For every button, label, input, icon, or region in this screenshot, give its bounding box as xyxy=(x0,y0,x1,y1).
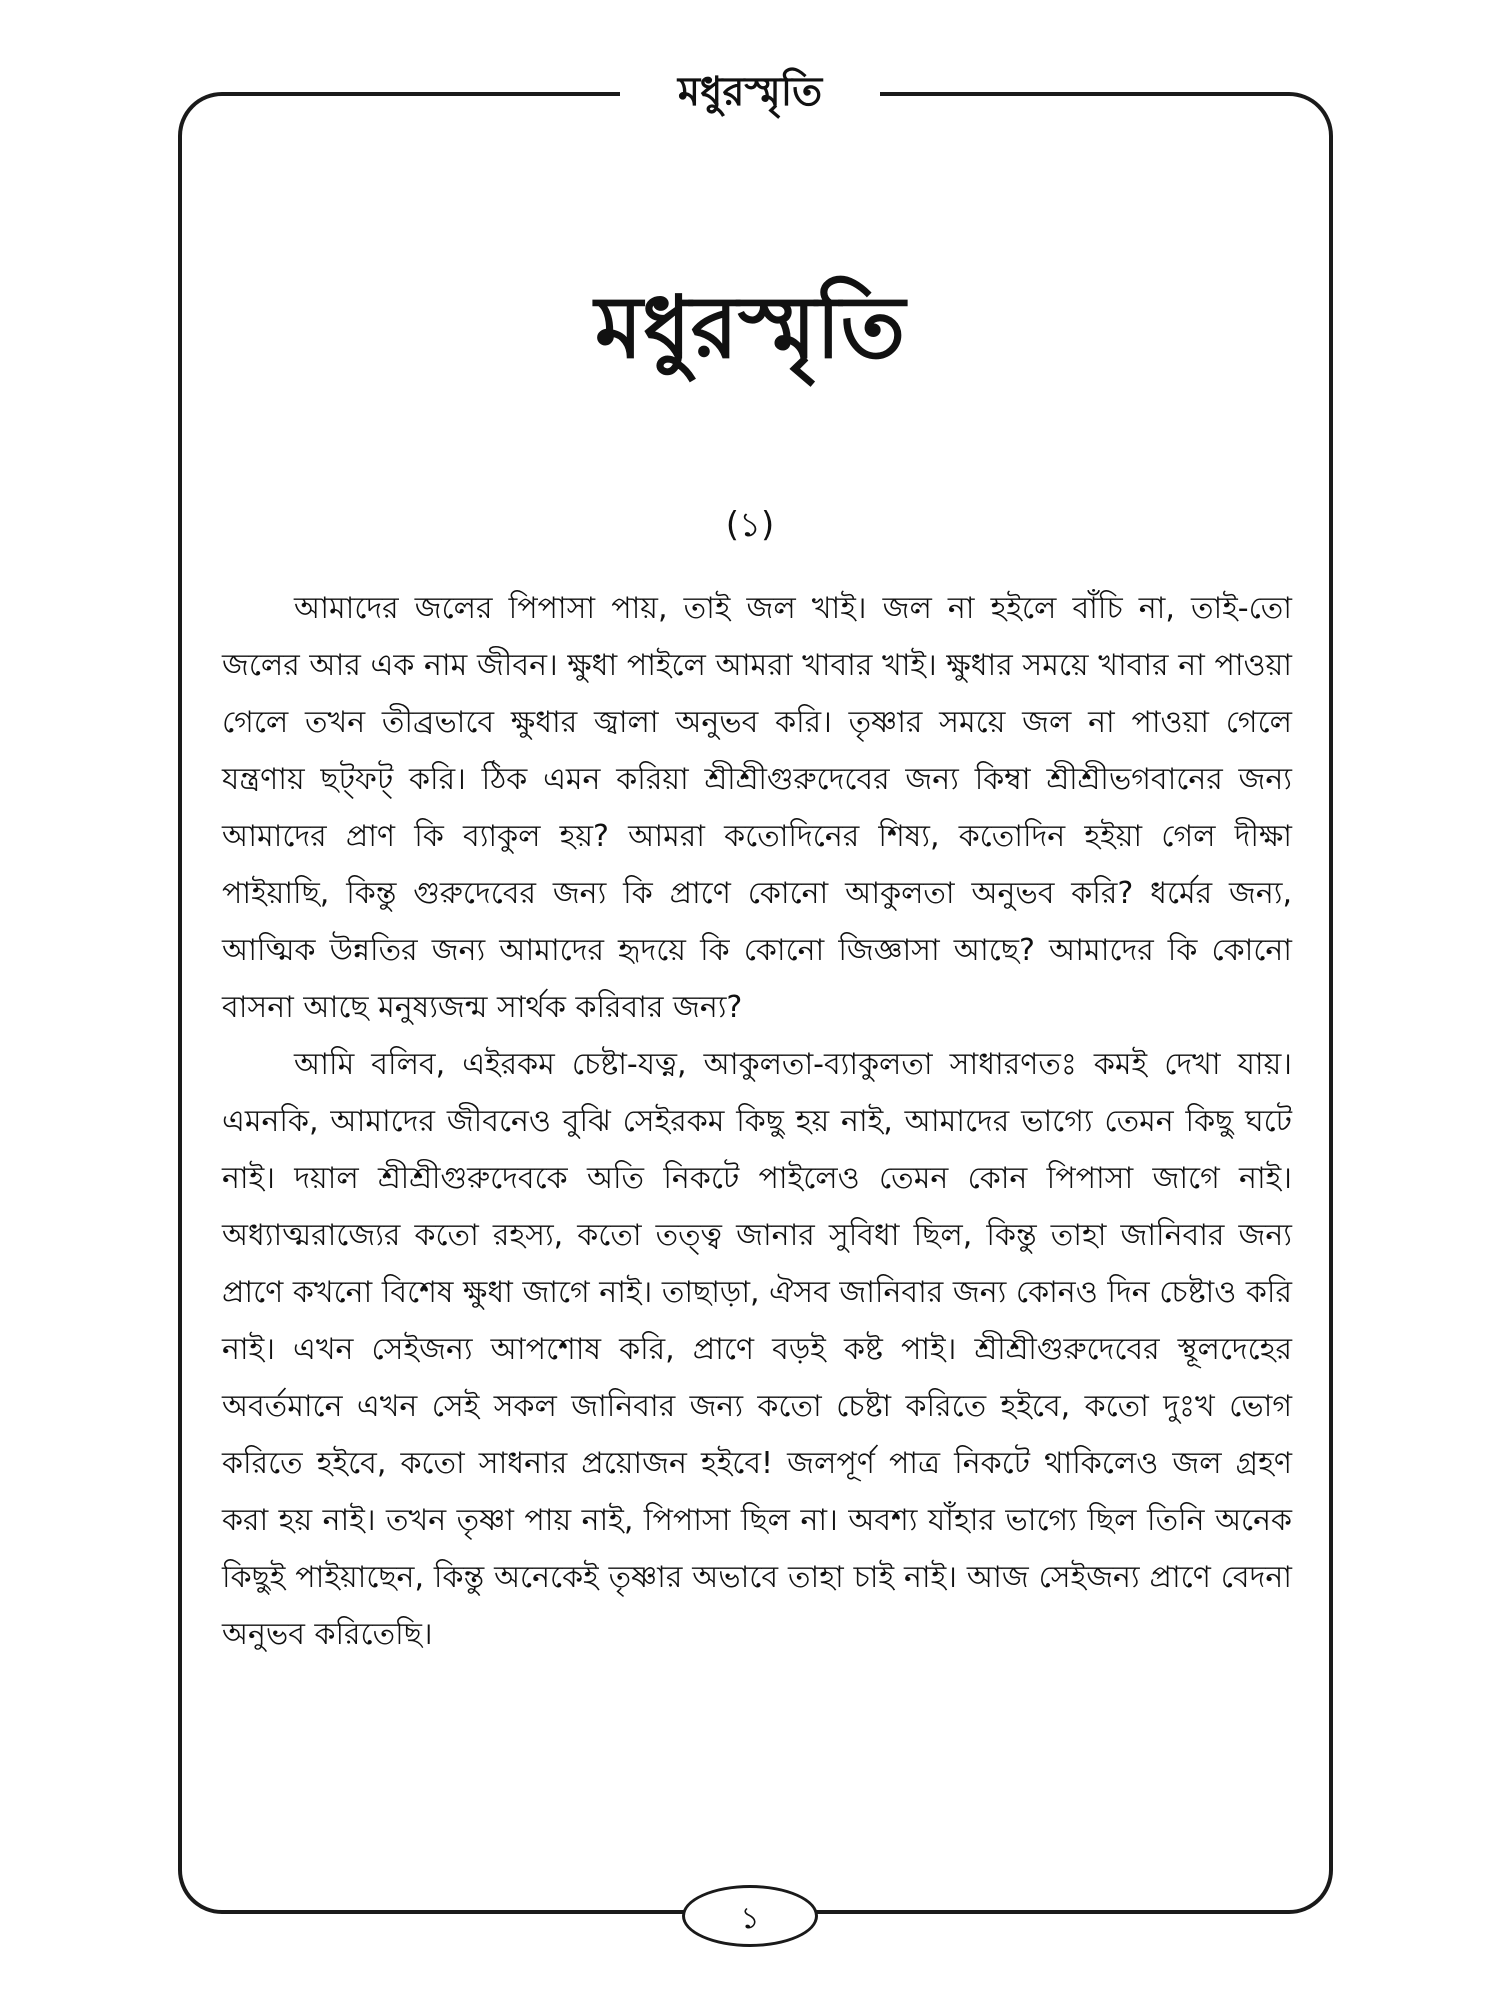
paragraph-2: আমি বলিব, এইরকম চেষ্টা-যত্ন, আকুলতা-ব্যাকুলতা সাধারণতঃ কমই দেখা যায়। এমনকি, আমাদের জীবনেও বুঝি সেইরকম কিছু হয় নাই, আমাদের ভাগ্যে তেমন কিছু ঘটে নাই। দয়াল শ্রীশ্রীগুরুদেবকে অতি নিকটে পাইলেও তেমন কোন পিপাসা জাগে নাই। অধ্যাত্মরাজ্যের কতো রহস্য, কতো তত্ত্ব জানার সুবিধা ছিল, কিন্তু তাহা জানিবার জন্য প্রাণে কখনো বিশেষ ক্ষুধা জাগে নাই। তাছাড়া, ঐসব জানিবার জন্য কোনও দিন চেষ্টাও করি নাই। এখন সেইজন্য আপশোষ করি, প্রাণে বড়ই কষ্ট পাই। শ্রীশ্রীগুরুদেবের স্থূলদেহের অবর্তমানে এখন সেই সকল জানিবার জন্য কতো চেষ্টা করিতে হইবে, কতো দুঃখ ভোগ করিতে হইবে, কতো সাধনার প্রয়োজন হইবে! জলপূর্ণ পাত্র নিকটে থাকিলেও জল গ্রহণ করা হয় নাই। তখন তৃষ্ণা পায় নাই, পিপাসা ছিল না। অবশ্য যাঁহার ভাগ্যে ছিল তিনি অনেক কিছুই পাইয়াছেন, কিন্তু অনেকেই তৃষ্ণার অভাবে তাহা চাই নাই। আজ সেইজন্য প্রাণে বেদনা অনুভব করিতেছি। xyxy=(222,1047,1292,1652)
page-number: ১ xyxy=(682,1885,818,1947)
running-header-title: মধুরস্মৃতি xyxy=(620,60,880,124)
section-number: (১) xyxy=(725,505,775,545)
body-text xyxy=(222,580,1292,1663)
chapter-title: মধুরস্মৃতি xyxy=(594,278,906,378)
paragraph-1: আমাদের জলের পিপাসা পায়, তাই জল খাই। জল না হইলে বাঁচি না, তাই-তো জলের আর এক নাম জীবন। ক্ষুধা পাইলে আমরা খাবার খাই। ক্ষুধার সময়ে খাবার না পাওয়া গেলে তখন তীব্রভাবে ক্ষুধার জ্বালা অনুভব করি। তৃষ্ণার সময়ে জল না পাওয়া গেলে যন্ত্রণায় ছট্‌ফট্‌ করি। ঠিক এমন করিয়া শ্রীশ্রীগুরুদেবের জন্য কিম্বা শ্রীশ্রীভগবানের জন্য আমাদের প্রাণ কি ব্যাকুল হয়? আমরা কতোদিনের শিষ্য, কতোদিন হইয়া গেল দীক্ষা পাইয়াছি, কিন্তু গুরুদেবের জন্য কি প্রাণে কোনো আকুলতা অনুভব করি? ধর্মের জন্য, আত্মিক উন্নতির জন্য আমাদের হৃদয়ে কি কোনো জিজ্ঞাসা আছে? আমাদের কি কোনো বাসনা আছে মনুষ্যজন্ম সার্থক করিবার জন্য? xyxy=(222,591,1292,1025)
